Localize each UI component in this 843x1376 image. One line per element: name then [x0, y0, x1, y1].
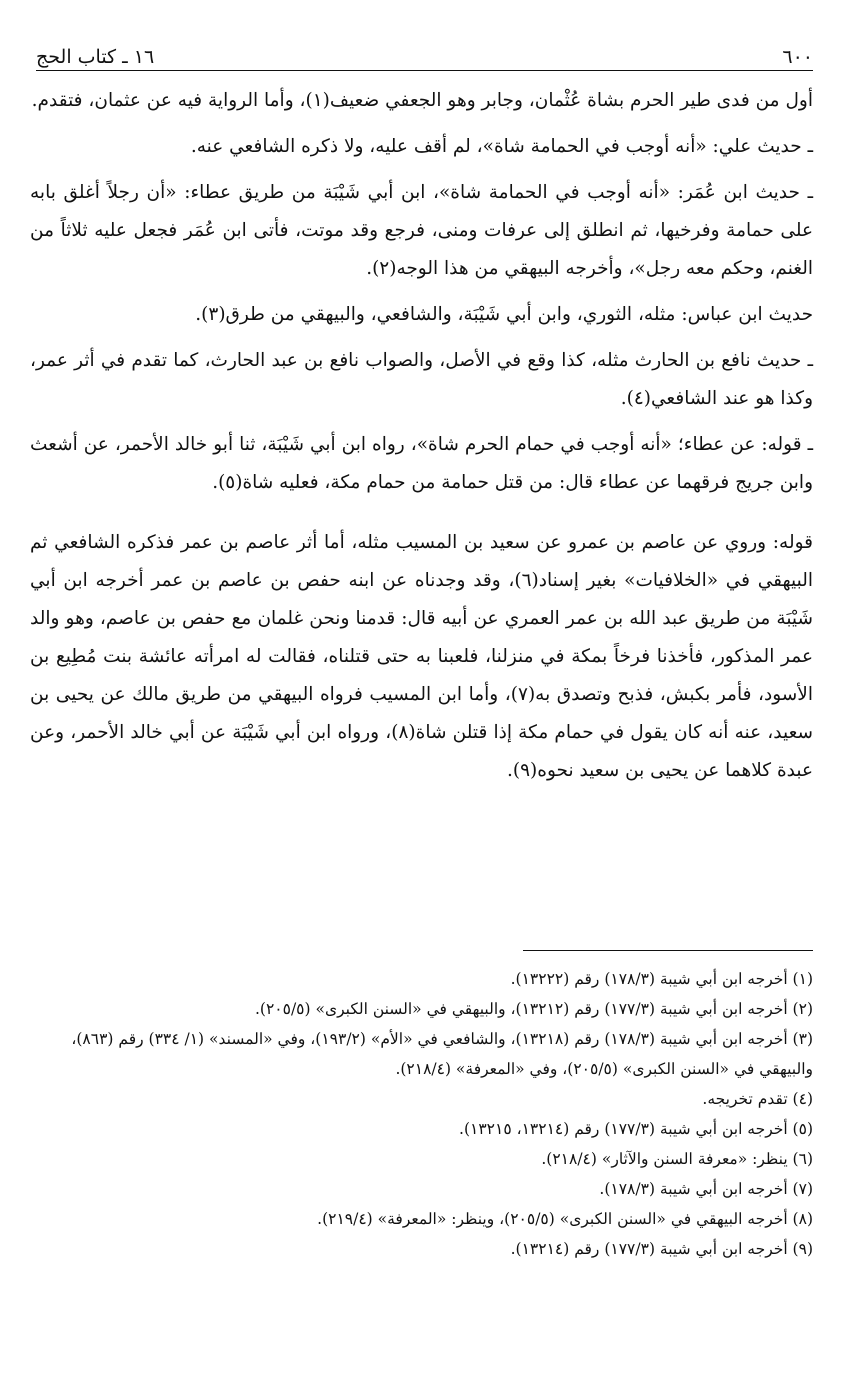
page-number: ٦٠٠	[782, 46, 813, 68]
main-text	[30, 82, 813, 798]
footnote-3: (٣) أخرجه ابن أبي شيبة (١٧٨/٣) رقم (١٣٢١٨)، والشافعي في «الأم» (١٩٣/٢)، وفي «المسند» (١/ ٣٣٤) رقم (٨٦٣)، والبيهقي في «السنن الكبرى» (٢٠٥/٥)، وفي «المعرفة» (٢١٨/٤).	[71, 1030, 813, 1078]
footnote-separator	[523, 950, 813, 951]
page-header	[36, 34, 813, 71]
paragraph-2: ـ حديث علي: «أنه أوجب في الحمامة شاة»، لم أقف عليه، ولا ذكره الشافعي عنه.	[190, 136, 813, 157]
footnote-8: (٨) أخرجه البيهقي في «السنن الكبرى» (٢٠٥/٥)، وينظر: «المعرفة» (٢١٩/٤).	[317, 1210, 813, 1228]
paragraph-7: قوله: وروي عن عاصم بن عمرو عن سعيد بن المسيب مثله، أما أثر عاصم بن عمر فذكره الشافعي ثم البيهقي في «الخلافيات» بغير إسناد(٦)، وقد وجدناه عن ابنه حفص بن عاصم بن عمر أخرجه ابن أبي شَيْبَة من طريق عبد الله بن عمر العمري عن أبيه قال: قدمنا ونحن غلمان مع حفص بن عاصم، وهو والد عمر المذكور، فأخذنا فرخاً بمكة في منزلنا، فلعبنا به حتى قتلناه، فقالت له امرأته عائشة بنت مُطِيع بن الأسود، فأمر بكبش، فذبح وتصدق به(٧)، وأما ابن المسيب فرواه البيهقي من طريق مالك عن يحيى بن سعيد، عنه أنه كان يقول في حمام مكة إذا قتلن شاة(٨)، ورواه ابن أبي شَيْبَة عن أبي خالد الأحمر، وعن عبدة كلاهما عن يحيى بن سعيد نحوه(٩).	[30, 532, 813, 781]
footnote-7: (٧) أخرجه ابن أبي شيبة (١٧٨/٣).	[599, 1180, 813, 1198]
footnote-5: (٥) أخرجه ابن أبي شيبة (١٧٧/٣) رقم (١٣٢١٤، ١٣٢١٥).	[459, 1120, 813, 1138]
footnotes	[30, 964, 813, 1264]
footnote-4: (٤) تقدم تخريجه.	[702, 1090, 813, 1108]
footnote-1: (١) أخرجه ابن أبي شيبة (١٧٨/٣) رقم (١٣٢٢٢).	[510, 970, 813, 988]
running-title: ١٦ ـ كتاب الحج	[36, 46, 155, 68]
footnote-9: (٩) أخرجه ابن أبي شيبة (١٧٧/٣) رقم (١٣٢١٤).	[510, 1240, 813, 1258]
paragraph-3: ـ حديث ابن عُمَر: «أنه أوجب في الحمامة شاة»، ابن أبي شَيْبَة من طريق عطاء: «أن رجلاً أغلق بابه على حمامة وفرخيها، ثم انطلق إلى عرفات ومنى، فرجع وقد موتت، فأتى ابن عُمَر فجعل عليه ثلاثاً من الغنم، وحكم معه رجل»، وأخرجه البيهقي من هذا الوجه(٢).	[30, 182, 813, 279]
section-gap	[30, 510, 813, 524]
paragraph-4: حديث ابن عباس: مثله، الثوري، وابن أبي شَيْبَة، والشافعي، والبيهقي من طرق(٣).	[195, 304, 813, 325]
paragraph-1: أول من فدى طير الحرم بشاة عُثْمان، وجابر وهو الجعفي ضعيف(١)، وأما الرواية فيه عن عثمان، فتقدم.	[31, 90, 813, 111]
footnote-2: (٢) أخرجه ابن أبي شيبة (١٧٧/٣) رقم (١٣٢١٢)، والبيهقي في «السنن الكبرى» (٢٠٥/٥).	[254, 1000, 813, 1018]
paragraph-5: ـ حديث نافع بن الحارث مثله، كذا وقع في الأصل، والصواب نافع بن عبد الحارث، كما تقدم في أثر عمر، وكذا هو عند الشافعي(٤).	[30, 350, 813, 409]
footnote-6: (٦) ينظر: «معرفة السنن والآثار» (٢١٨/٤).	[541, 1150, 813, 1168]
paragraph-6: ـ قوله: عن عطاء؛ «أنه أوجب في حمام الحرم شاة»، رواه ابن أبي شَيْبَة، ثنا أبو خالد الأحمر، عن أشعث وابن جريج فرقهما عن عطاء قال: من قتل حمامة من حمام مكة، فعليه شاة(٥).	[30, 434, 813, 493]
